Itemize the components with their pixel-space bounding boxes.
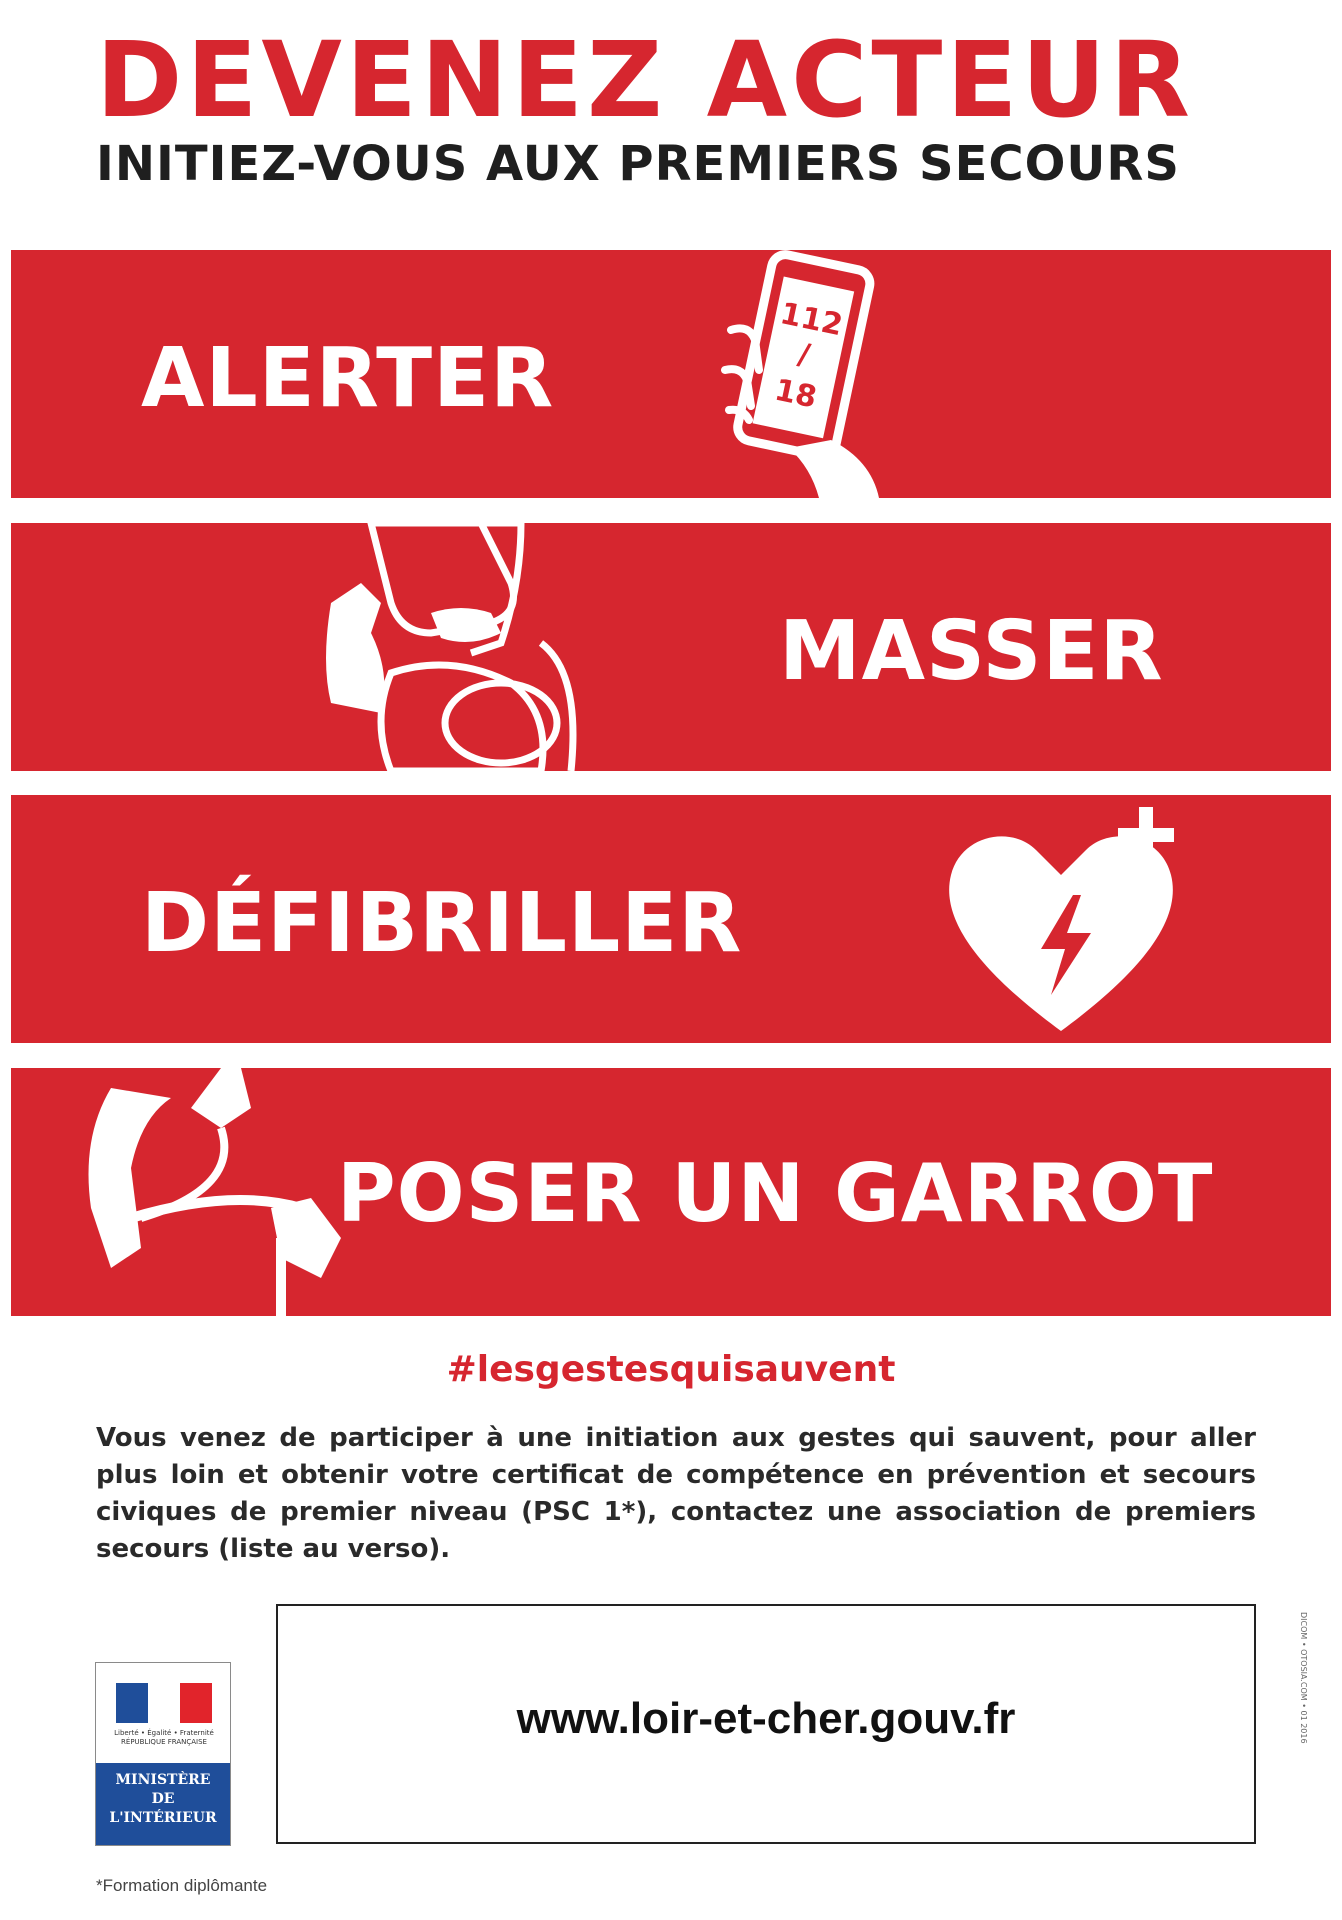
phone-hand-icon — [711, 250, 891, 498]
logo-motto-text: Liberté • Égalité • Fraternité — [114, 1729, 214, 1737]
band-masser — [11, 523, 1331, 771]
cardiac-massage-icon — [301, 523, 701, 771]
phone-number-separator: / — [794, 336, 813, 374]
band-label-defibriller: DÉFIBRILLER — [141, 876, 743, 971]
marianne-flag-icon — [116, 1683, 212, 1723]
website-url[interactable]: www.loir-et-cher.gouv.fr — [516, 1694, 1016, 1743]
phone-number-112: 112 — [777, 296, 846, 344]
page-subtitle: INITIEZ-VOUS AUX PREMIERS SECOURS — [96, 136, 1180, 192]
logo-motto — [102, 1729, 226, 1747]
defibrillator-heart-icon — [941, 795, 1181, 1043]
band-label-alerter: ALERTER — [141, 331, 555, 426]
band-label-poser-un-garrot: POSER UN GARROT — [337, 1147, 1214, 1240]
logo-republic-text: RÉPUBLIQUE FRANÇAISE — [121, 1738, 207, 1746]
print-credit-text: DICOM • OTOSIA.COM • 01 2016 — [1299, 1612, 1308, 1744]
band-poser-un-garrot — [11, 1068, 1331, 1316]
logo-ministry-line3: L'INTÉRIEUR — [109, 1810, 217, 1826]
hashtag: #lesgestesquisauvent — [446, 1349, 896, 1390]
band-alerter — [11, 250, 1331, 498]
logo-ministry-line2: DE — [151, 1791, 175, 1807]
body-paragraph: Vous venez de participer à une initiation aux gestes qui sauvent, pour aller plus loin et obtenir votre certificat de compétence en prévention et secours civiques de premier niveau (PSC 1*), contactez une association de premiers secours (liste au verso). — [96, 1423, 1256, 1564]
band-defibriller — [11, 795, 1331, 1043]
phone-number-18: 18 — [771, 372, 820, 416]
band-label-masser: MASSER — [779, 604, 1164, 699]
url-box — [276, 1604, 1256, 1844]
logo-ministry-block — [96, 1763, 230, 1845]
print-credit — [1298, 1612, 1312, 1852]
page-title: DEVENEZ ACTEUR — [96, 19, 1194, 141]
ministry-logo — [95, 1662, 231, 1846]
logo-ministry-line1: MINISTÈRE — [115, 1772, 211, 1788]
footnote: *Formation diplômante — [96, 1876, 268, 1895]
